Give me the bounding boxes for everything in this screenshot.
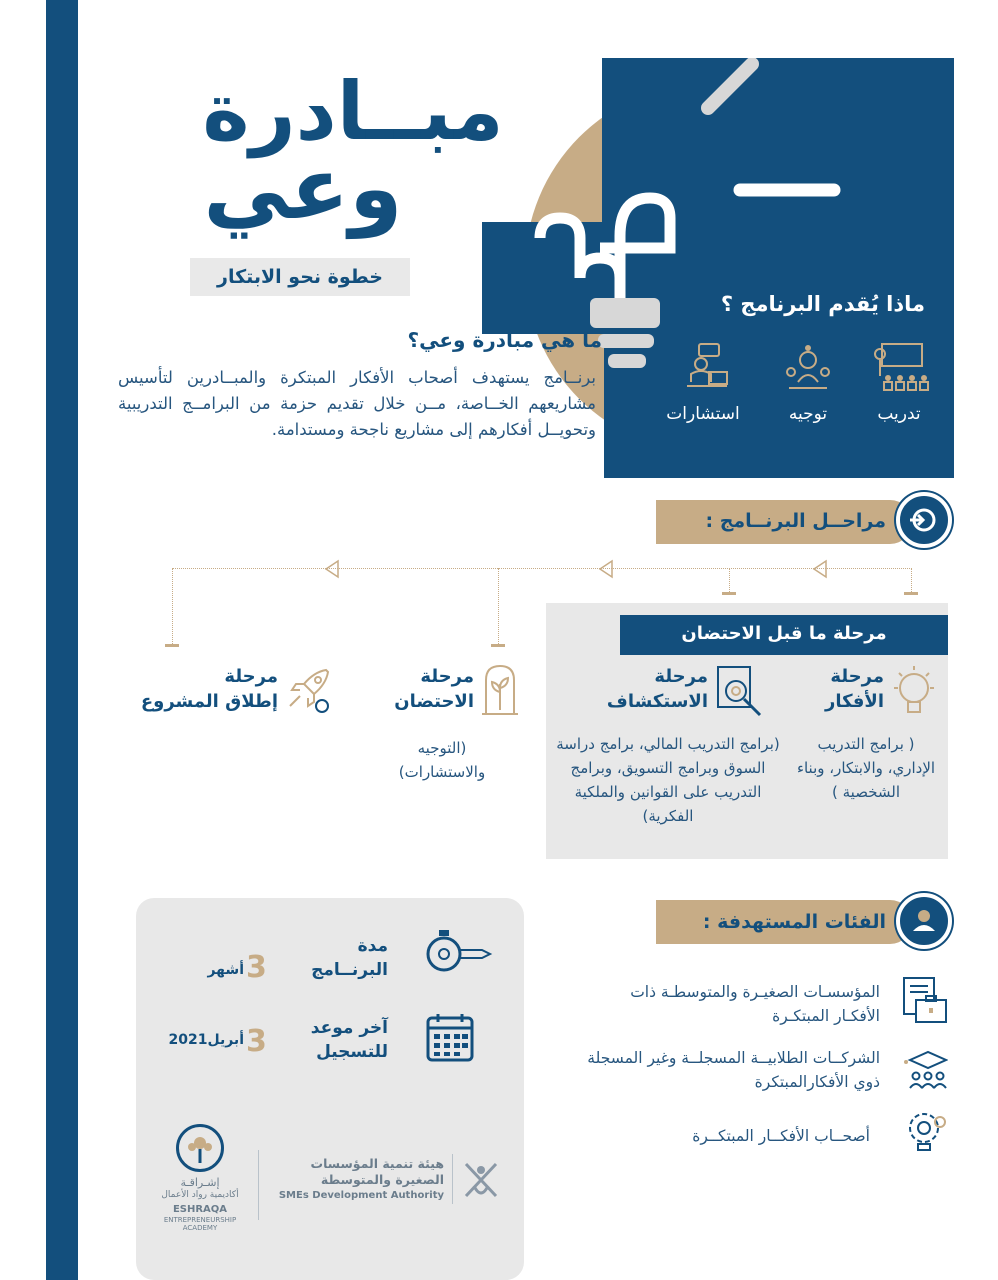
pre-incubation-banner: مرحلة ما قبل الاحتضان [620, 615, 948, 655]
stages-connector-line [172, 568, 912, 569]
eshraqa-ar: إشـراقـة [180, 1176, 220, 1189]
eshraqa-en-sub: ENTREPRENEURSHIP ACADEMY [163, 1216, 237, 1232]
stages-title: مراحــل البرنــامج : [705, 510, 886, 532]
stage-exploration-title-1: مرحلة [654, 666, 708, 687]
sme-ar-1: هيئة تنمية المؤسسات [310, 1156, 444, 1171]
connector-drop [172, 568, 173, 644]
logo-divider [258, 1150, 259, 1220]
consulting-icon [685, 342, 729, 390]
duration-label-1: مدة [357, 936, 388, 956]
about-body: برنــامج يستهدف أصحاب الأفكار المبتكرة والمبــادرين لتأسيس مشاريعهم الخــاصة، مــن خلال تقديم حزمة من البرامــج التدريبية وتحويــل أفكارهم إلى مشاريع ناجحة ومستدامة. [118, 368, 596, 439]
oman-emblem-icon [458, 1156, 504, 1204]
subtitle-box: خطوة نحو الابتكار [190, 258, 410, 296]
target-item-3: أصحــاب الأفكــار المبتكــرة [692, 1127, 870, 1145]
plant-jar-icon [480, 662, 520, 718]
stage-exploration-title-2: الاستكشاف [606, 691, 708, 712]
duration-number: 3 [246, 950, 267, 985]
stage-incubation-title-2: الاحتضان [394, 691, 474, 712]
arrow-left-icon [322, 559, 342, 579]
eshraqa-en: ESHRAQA [172, 1204, 228, 1215]
briefcase-document-icon [902, 976, 948, 1026]
logo-divider-small [452, 1154, 453, 1204]
stage-ideas-title-1: مرحلة [830, 666, 884, 687]
stage-ideas-title-2: الأفكار [825, 691, 884, 712]
duration-unit: أشهر [207, 962, 244, 978]
page-title-line2: وعي [203, 139, 403, 239]
offer-item-training-label: تدريب [877, 404, 921, 424]
lightbulb-icon [890, 662, 942, 720]
arrow-left-icon [596, 559, 616, 579]
connector-drop [729, 568, 730, 592]
magnifier-document-icon [716, 665, 766, 721]
deadline-label-1: آخر موعد [310, 1018, 388, 1038]
presentation-icon [868, 340, 930, 392]
sme-ar-2: الصغيرة والمتوسطة [320, 1172, 444, 1187]
stage-launch-title-2: إطلاق المشروع [140, 691, 278, 712]
deadline-number: 3 [246, 1024, 267, 1059]
stage-incubation-title-1: مرحلة [420, 666, 474, 687]
stage-launch-title-1: مرحلة [224, 666, 278, 687]
connector-drop [498, 568, 499, 644]
rocket-icon [284, 664, 334, 716]
calendar-icon [426, 1012, 474, 1062]
connector-tick [722, 592, 736, 595]
mentoring-icon [783, 342, 833, 392]
stage-exploration-desc: (برامج التدريب المالي، برامج دراسة السوق وبرامج التسويق، وبرامج التدريب على القوانين والملكية الفكرية) [556, 735, 780, 825]
about-heading: ما هي مبادرة وعي؟ [407, 328, 602, 352]
page-title-line1: مبــادرة [202, 65, 504, 158]
sme-en: SMEs Development Authority [278, 1190, 444, 1201]
duration-label-2: البرنــامج [311, 960, 388, 980]
stage-ideas-desc: ( برامج التدريب الإداري، والابتكار، وبناء الشخصية ) [796, 735, 936, 801]
arrow-left-icon [810, 559, 830, 579]
side-accent-bar [46, 0, 78, 1280]
connector-tick [491, 644, 505, 647]
targets-person-icon [896, 893, 952, 949]
target-item-1: المؤسسـات الصغيـرة والمتوسطـة ذات الأفكـار المبتكـرة [630, 983, 880, 1025]
stopwatch-key-icon [424, 926, 496, 976]
deadline-unit: أبريل2021 [168, 1032, 244, 1048]
graduation-group-icon [902, 1046, 948, 1092]
connector-tick [165, 644, 179, 647]
stages-cog-icon [896, 492, 952, 548]
connector-drop [911, 568, 912, 592]
offer-item-consulting-label: استشارات [666, 404, 740, 424]
offer-title: ماذا يُقدم البرنامج ؟ [720, 292, 925, 316]
gear-bulb-icon [904, 1108, 948, 1154]
target-item-2: الشركــات الطلابيــة المسجلــة وغير المسجلة ذوي الأفكارالمبتكرة [587, 1049, 880, 1091]
eshraqa-ar-sub: أكاديمية رواد الأعمال [161, 1190, 239, 1200]
deadline-label-2: للتسجيل [316, 1042, 388, 1062]
targets-title: الفئات المستهدفة : [702, 911, 886, 933]
eshraqa-logo-icon [176, 1124, 224, 1172]
connector-tick [904, 592, 918, 595]
offer-item-mentoring-label: توجيه [788, 404, 828, 424]
stage-incubation-desc: (التوجيه والاستشارات) [398, 739, 486, 781]
